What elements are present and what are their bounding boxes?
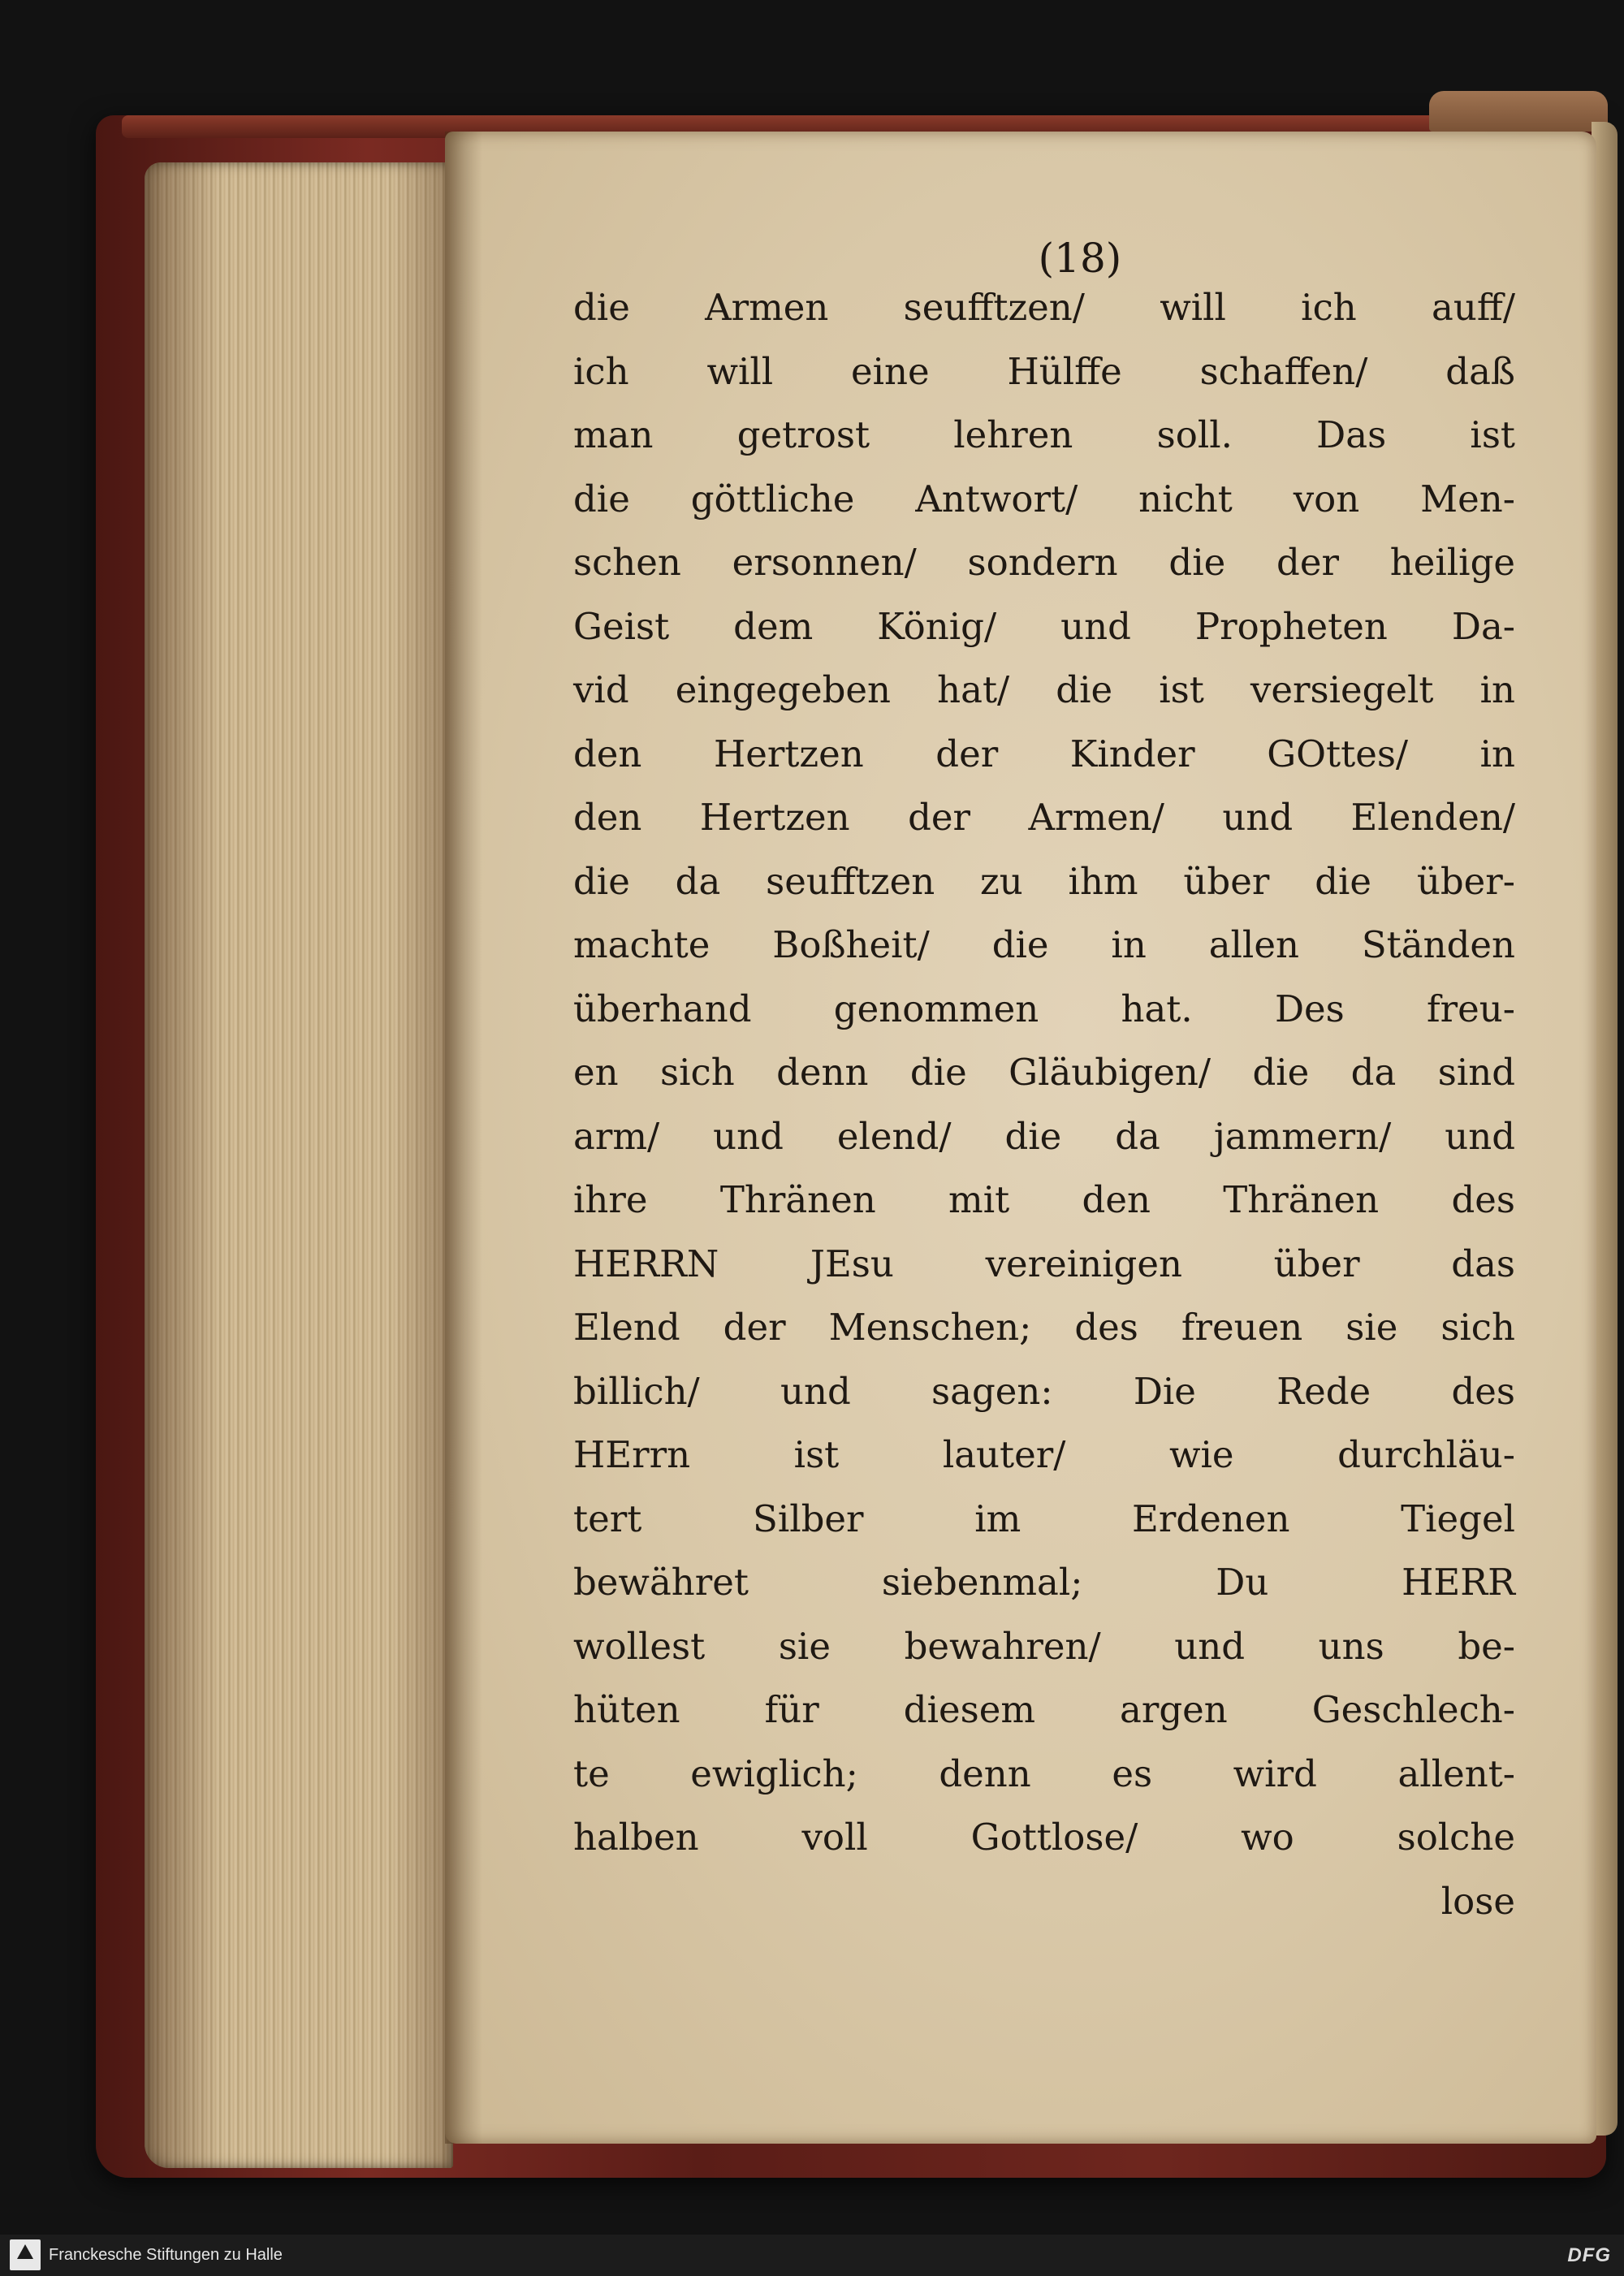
page-gutter (445, 132, 482, 2144)
text-line: die da seufftzen zu ihm über die über- (573, 859, 1515, 903)
text-line: hüten für diesem argen Geschlech- (573, 1688, 1515, 1731)
text-line: billich/ und sagen: Die Rede des (573, 1369, 1515, 1413)
text-line: überhand genommen hat. Des freu- (573, 987, 1515, 1030)
text-line: arm/ und elend/ die da jammern/ und (573, 1114, 1515, 1158)
text-line: en sich denn die Gläubigen/ die da sind (573, 1051, 1515, 1094)
text-line: den Hertzen der Armen/ und Elenden/ (573, 796, 1515, 839)
text-line: Geist dem König/ und Propheten Da- (573, 604, 1515, 648)
text-line: HErrn ist lauter/ wie durchläu- (573, 1433, 1515, 1476)
text-line: ich will eine Hülffe schaffen/ daß (573, 349, 1515, 393)
text-line: halben voll Gottlose/ wo solche (573, 1816, 1515, 1859)
text-line: tert Silber im Erdenen Tiegel (573, 1496, 1515, 1540)
text-line: te ewiglich; denn es wird allent- (573, 1751, 1515, 1795)
text-line: Elend der Menschen; des freuen sie sich (573, 1306, 1515, 1349)
footer-bar (0, 2235, 1624, 2276)
dfg-logo: DFG (1567, 2244, 1611, 2266)
text-line: man getrost lehren soll. Das ist (573, 413, 1515, 456)
text-line: HERRN JEsu vereinigen über das (573, 1242, 1515, 1285)
text-line: die göttliche Antwort/ nicht von Men- (573, 477, 1515, 520)
catchword: lose (1440, 1879, 1515, 1923)
text-line: wollest sie bewahren/ und uns be- (573, 1624, 1515, 1668)
page-block-shadow (145, 162, 453, 2168)
institution-name: Franckesche Stiftungen zu Halle (49, 2246, 283, 2264)
text-line: den Hertzen der Kinder GOttes/ in (573, 732, 1515, 775)
francke-foundation-logo-icon (10, 2239, 41, 2270)
page-number-header: (18) (1038, 235, 1122, 282)
logo-mark (17, 2244, 33, 2259)
text-line: ihre Thränen mit den Thränen des (573, 1178, 1515, 1221)
text-line: schen ersonnen/ sondern die der heilige (573, 541, 1515, 584)
book-clasp (1429, 91, 1608, 132)
text-line: die Armen seufftzen/ will ich auff/ (573, 286, 1515, 329)
page-text (573, 276, 1515, 1933)
text-line: vid eingegeben hat/ die ist versiegelt in (573, 668, 1515, 711)
text-line: machte Boßheit/ die in allen Ständen (573, 923, 1515, 966)
text-line: bewähret siebenmal; Du HERR (573, 1561, 1515, 1604)
